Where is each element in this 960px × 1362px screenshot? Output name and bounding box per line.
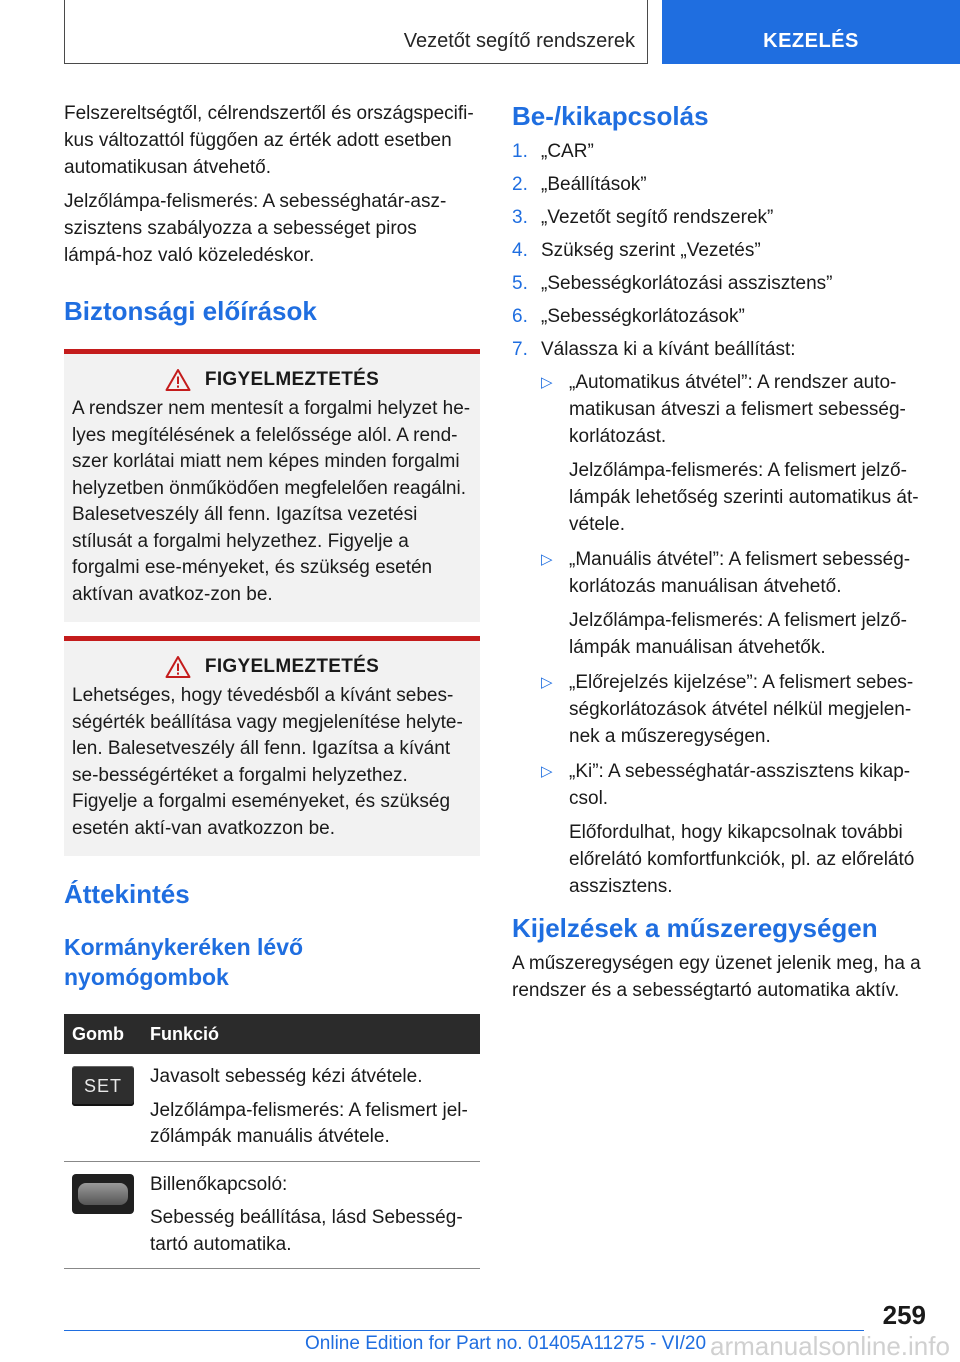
chapter-title: KEZELÉS xyxy=(763,30,859,52)
step-text: „Sebességkorlátozások” xyxy=(541,306,745,327)
rocker-switch-icon xyxy=(72,1174,134,1214)
intro-paragraph-2: Jelzőlámpa-felismerés: A sebességhatár-asz-szisztens szabályozza a sebességet piros lámpá-hoz való közeledéskor. xyxy=(64,191,447,266)
step-number: 5. xyxy=(512,273,528,294)
warning-triangle-icon xyxy=(165,368,191,392)
table-header-button: Gomb xyxy=(64,1014,142,1054)
option-text: Előfordulhat, hogy kikapcsolnak további előrelátó komfortfunkciók, pl. az előrelátó asszisztens. xyxy=(569,822,915,897)
safety-heading: Biztonsági előírások xyxy=(64,296,317,326)
list-item xyxy=(512,237,926,264)
step-text: „Beállítások” xyxy=(541,174,647,195)
step-number: 4. xyxy=(512,240,528,261)
display-text: A műszeregységen egy üzenet jelenik meg, ha a rendszer és a sebességtartó automatika aktív. xyxy=(512,953,921,1001)
list-item xyxy=(512,270,926,297)
footer-watermark: armanualsonline.info xyxy=(710,1331,950,1361)
list-item xyxy=(541,758,926,900)
warning-box-2 xyxy=(64,636,480,856)
buttons-table xyxy=(64,1014,480,1269)
triangle-bullet-icon: ▷ xyxy=(541,374,553,391)
display-heading: Kijelzések a műszeregységen xyxy=(512,913,878,943)
right-column xyxy=(512,100,926,1004)
table-cell-text: Billenőkapcsoló: xyxy=(150,1173,288,1195)
table-row xyxy=(64,1161,480,1269)
warning-title-2: FIGYELMEZTETÉS xyxy=(204,656,380,677)
table-header-row xyxy=(64,1014,480,1054)
option-text: „Manuális átvétel”: A felismert sebesség-korlátozás manuálisan átvehető. xyxy=(569,549,911,597)
warning-text-1: A rendszer nem mentesít a forgalmi helyzet he-lyes megítélésének a felelőssége alól. A rend-szer korlátai miatt nem képes minden forgalmi helyzetben önműködően megfelelően reagálni. Balesetveszély áll fenn. Igazítsa vezetési stílusát a forgalmi helyzethez. Figyelje a forgalmi ese-ményeket, és szükség esetén aktívan avatkoz-zon be. xyxy=(72,398,471,605)
warning-triangle-icon xyxy=(165,655,191,679)
steps-list xyxy=(512,138,926,900)
step-text: Szükség szerint „Vezetés” xyxy=(541,240,761,261)
table-row xyxy=(64,1054,480,1161)
page-number: 259 xyxy=(882,1300,926,1330)
warning-title-1: FIGYELMEZTETÉS xyxy=(204,369,380,390)
option-text: „Előrejelzés kijelzése”: A felismert sebes-ségkorlátozások átvétel nélkül megjelen-nek a műszeregységen. xyxy=(569,672,914,747)
table-header-function: Funkció xyxy=(142,1014,480,1054)
list-item xyxy=(512,204,926,231)
warning-text-2: Lehetséges, hogy tévedésből a kívánt sebes-ségérték beállítása vagy megjelenítése helyte-len. Balesetveszély áll fenn. Igazítsa a kívánt se-bességértéket a forgalmi helyzethez. Figyelje a forgalmi eseményeket, és szükség esetén aktí-van avatkozzon be. xyxy=(72,685,463,839)
triangle-bullet-icon: ▷ xyxy=(541,674,553,691)
list-item xyxy=(512,336,926,900)
list-item xyxy=(512,171,926,198)
table-cell-text: Javasolt sebesség kézi átvétele. xyxy=(150,1066,423,1087)
options-list xyxy=(541,369,926,900)
step-text: „Sebességkorlátozási asszisztens” xyxy=(541,273,833,294)
header-section-box xyxy=(64,0,648,64)
header-chapter-tab xyxy=(662,0,960,64)
footer-edition: Online Edition for Part no. 01405A11275 - VI/20 xyxy=(305,1333,707,1354)
step-text: „Vezetőt segítő rendszerek” xyxy=(541,207,774,228)
option-text: Jelzőlámpa-felismerés: A felismert jelző-lámpák lehetőség szerinti automatikus át-vétele. xyxy=(569,460,919,535)
step-number: 1. xyxy=(512,141,528,162)
step-number: 6. xyxy=(512,306,528,327)
table-cell-text: Sebesség beállítása, lásd Sebesség-tartó automatika. xyxy=(150,1207,463,1255)
warning-box-1 xyxy=(64,349,480,622)
option-text: „Automatikus átvétel”: A rendszer auto-matikusan átveszi a felismert sebesség-korlátozást. xyxy=(569,372,906,447)
left-column xyxy=(64,100,480,1269)
onoff-heading: Be-/kikapcsolás xyxy=(512,101,709,131)
set-button-icon: SET xyxy=(72,1066,134,1106)
overview-heading: Áttekintés xyxy=(64,879,190,909)
buttons-heading: Kormánykeréken lévő nyomógombok xyxy=(64,934,304,990)
triangle-bullet-icon: ▷ xyxy=(541,551,553,568)
triangle-bullet-icon: ▷ xyxy=(541,763,553,780)
step-number: 7. xyxy=(512,339,528,360)
table-cell-text: Jelzőlámpa-felismerés: A felismert jel-zőlámpák manuális átvétele. xyxy=(150,1099,468,1147)
list-item xyxy=(512,138,926,165)
list-item xyxy=(512,303,926,330)
list-item xyxy=(541,546,926,661)
section-title: Vezetőt segítő rendszerek xyxy=(403,30,635,52)
intro-paragraph-1: Felszereltségtől, célrendszertől és országspecifi-kus változattól függően az érték adott esetben automatikusan átvehető. xyxy=(64,103,474,178)
step-text: „CAR” xyxy=(541,141,594,162)
option-text: „Ki”: A sebességhatár-asszisztens kikap-csol. xyxy=(569,761,911,809)
step-text: Válassza ki a kívánt beállítást: xyxy=(541,339,796,360)
list-item xyxy=(541,369,926,538)
list-item xyxy=(541,669,926,750)
step-number: 3. xyxy=(512,207,528,228)
option-text: Jelzőlámpa-felismerés: A felismert jelző-lámpák manuálisan átvehetők. xyxy=(569,610,907,658)
step-number: 2. xyxy=(512,174,528,195)
